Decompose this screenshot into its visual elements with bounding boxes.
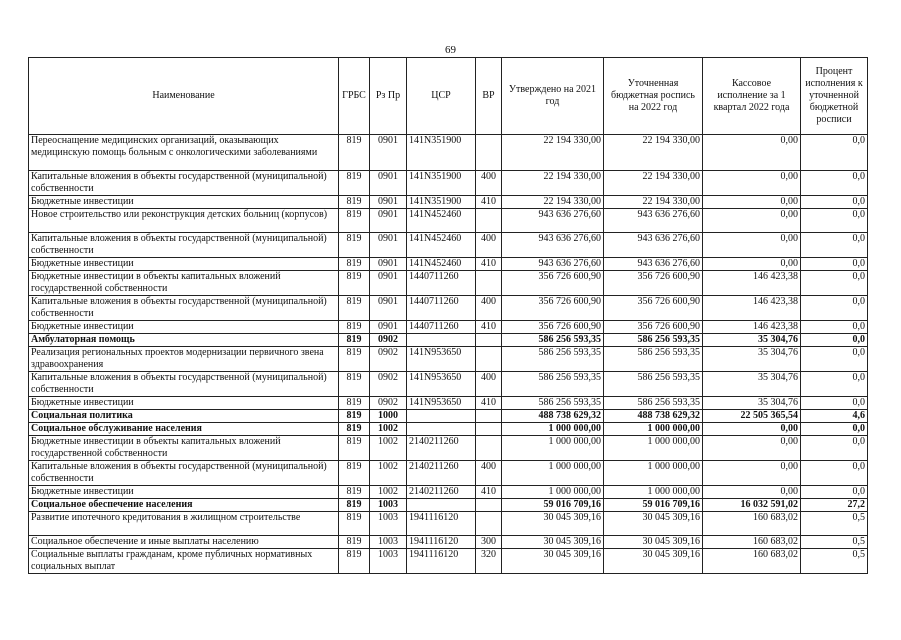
table-row (29, 171, 868, 196)
cell-percent: 0,0 (801, 397, 868, 410)
cell-csr: 2140211260 (407, 436, 476, 461)
cell-rzpr: 0901 (370, 171, 407, 196)
cell-vr: 300 (476, 536, 502, 549)
cell-percent: 0,0 (801, 135, 868, 171)
cell-csr: 1440711260 (407, 296, 476, 321)
cell-percent: 4,6 (801, 410, 868, 423)
cell-csr: 141N953650 (407, 397, 476, 410)
header-grbs: ГРБС (339, 58, 370, 135)
header-percent: Процент исполнения к уточненной бюджетной росписи (801, 58, 868, 135)
cell-percent: 27,2 (801, 499, 868, 512)
cell-refined-2022: 1 000 000,00 (604, 436, 703, 461)
cell-cash-q1: 160 683,02 (703, 536, 801, 549)
table-row (29, 397, 868, 410)
table-row (29, 296, 868, 321)
cell-rzpr: 1003 (370, 536, 407, 549)
cell-csr: 1941116120 (407, 549, 476, 574)
cell-vr (476, 436, 502, 461)
cell-refined-2022: 943 636 276,60 (604, 209, 703, 233)
table-header-row (29, 58, 868, 135)
header-name: Наименование (29, 58, 339, 135)
cell-refined-2022: 30 045 309,16 (604, 536, 703, 549)
cell-cash-q1: 146 423,38 (703, 271, 801, 296)
cell-rzpr: 1003 (370, 512, 407, 536)
cell-grbs: 819 (339, 209, 370, 233)
cell-rzpr: 1000 (370, 410, 407, 423)
cell-rzpr: 0901 (370, 233, 407, 258)
cell-cash-q1: 146 423,38 (703, 296, 801, 321)
table-row (29, 334, 868, 347)
cell-refined-2022: 943 636 276,60 (604, 233, 703, 258)
cell-rzpr: 1002 (370, 423, 407, 436)
cell-rzpr: 0902 (370, 372, 407, 397)
cell-rzpr: 0901 (370, 135, 407, 171)
cell-cash-q1: 22 505 365,54 (703, 410, 801, 423)
table-row (29, 423, 868, 436)
cell-refined-2022: 586 256 593,35 (604, 347, 703, 372)
cell-cash-q1: 0,00 (703, 461, 801, 486)
cell-percent: 0,5 (801, 512, 868, 536)
cell-vr: 320 (476, 549, 502, 574)
cell-percent: 0,0 (801, 209, 868, 233)
cell-name: Бюджетные инвестиции (29, 321, 339, 334)
cell-vr (476, 209, 502, 233)
cell-approved-2021: 30 045 309,16 (502, 512, 604, 536)
cell-grbs: 819 (339, 296, 370, 321)
cell-name: Бюджетные инвестиции (29, 486, 339, 499)
cell-vr: 400 (476, 296, 502, 321)
cell-name: Бюджетные инвестиции в объекты капитальных вложений государственной собственности (29, 271, 339, 296)
cell-cash-q1: 0,00 (703, 486, 801, 499)
cell-percent: 0,0 (801, 372, 868, 397)
cell-rzpr: 0902 (370, 397, 407, 410)
cell-cash-q1: 0,00 (703, 171, 801, 196)
cell-csr: 141N953650 (407, 347, 476, 372)
table-row (29, 135, 868, 171)
cell-percent: 0,0 (801, 233, 868, 258)
cell-approved-2021: 1 000 000,00 (502, 486, 604, 499)
cell-vr (476, 135, 502, 171)
cell-refined-2022: 22 194 330,00 (604, 171, 703, 196)
cell-refined-2022: 22 194 330,00 (604, 135, 703, 171)
cell-approved-2021: 1 000 000,00 (502, 423, 604, 436)
cell-csr (407, 334, 476, 347)
cell-cash-q1: 35 304,76 (703, 334, 801, 347)
cell-vr: 400 (476, 461, 502, 486)
cell-grbs: 819 (339, 512, 370, 536)
cell-refined-2022: 1 000 000,00 (604, 486, 703, 499)
table-row (29, 549, 868, 574)
table-row (29, 233, 868, 258)
cell-rzpr: 0902 (370, 334, 407, 347)
cell-cash-q1: 0,00 (703, 423, 801, 436)
cell-approved-2021: 943 636 276,60 (502, 233, 604, 258)
cell-grbs: 819 (339, 347, 370, 372)
cell-name: Реализация региональных проектов модернизации первичного звена здравоохранения (29, 347, 339, 372)
cell-refined-2022: 356 726 600,90 (604, 271, 703, 296)
cell-csr: 141N452460 (407, 209, 476, 233)
cell-vr: 410 (476, 196, 502, 209)
cell-grbs: 819 (339, 423, 370, 436)
budget-table (28, 57, 868, 574)
cell-grbs: 819 (339, 171, 370, 196)
cell-percent: 0,0 (801, 423, 868, 436)
cell-refined-2022: 30 045 309,16 (604, 549, 703, 574)
cell-cash-q1: 0,00 (703, 233, 801, 258)
cell-grbs: 819 (339, 499, 370, 512)
cell-name: Амбулаторная помощь (29, 334, 339, 347)
cell-cash-q1: 35 304,76 (703, 397, 801, 410)
cell-name: Капитальные вложения в объекты государственной (муниципальной) собственности (29, 372, 339, 397)
cell-grbs: 819 (339, 486, 370, 499)
cell-vr: 400 (476, 372, 502, 397)
cell-cash-q1: 0,00 (703, 436, 801, 461)
cell-percent: 0,0 (801, 258, 868, 271)
cell-csr: 141N351900 (407, 196, 476, 209)
cell-approved-2021: 22 194 330,00 (502, 171, 604, 196)
table-row (29, 321, 868, 334)
cell-name: Социальные выплаты гражданам, кроме публичных нормативных социальных выплат (29, 549, 339, 574)
cell-cash-q1: 160 683,02 (703, 549, 801, 574)
cell-csr: 141N351900 (407, 135, 476, 171)
cell-approved-2021: 22 194 330,00 (502, 135, 604, 171)
table-row (29, 461, 868, 486)
cell-refined-2022: 488 738 629,32 (604, 410, 703, 423)
cell-name: Бюджетные инвестиции (29, 397, 339, 410)
cell-percent: 0,0 (801, 347, 868, 372)
cell-percent: 0,5 (801, 536, 868, 549)
cell-name: Социальное обслуживание населения (29, 423, 339, 436)
cell-refined-2022: 356 726 600,90 (604, 296, 703, 321)
cell-approved-2021: 356 726 600,90 (502, 321, 604, 334)
cell-rzpr: 0901 (370, 321, 407, 334)
cell-name: Социальное обеспечение и иные выплаты населению (29, 536, 339, 549)
page-number: 69 (445, 44, 456, 56)
cell-refined-2022: 59 016 709,16 (604, 499, 703, 512)
cell-grbs: 819 (339, 410, 370, 423)
cell-refined-2022: 586 256 593,35 (604, 334, 703, 347)
cell-name: Социальное обеспечение населения (29, 499, 339, 512)
cell-name: Капитальные вложения в объекты государственной (муниципальной) собственности (29, 296, 339, 321)
table-row (29, 410, 868, 423)
cell-approved-2021: 356 726 600,90 (502, 271, 604, 296)
cell-name: Социальная политика (29, 410, 339, 423)
cell-approved-2021: 1 000 000,00 (502, 461, 604, 486)
cell-cash-q1: 146 423,38 (703, 321, 801, 334)
cell-grbs: 819 (339, 334, 370, 347)
cell-rzpr: 1003 (370, 499, 407, 512)
cell-approved-2021: 943 636 276,60 (502, 258, 604, 271)
cell-grbs: 819 (339, 372, 370, 397)
cell-vr: 400 (476, 171, 502, 196)
table-row (29, 347, 868, 372)
cell-cash-q1: 35 304,76 (703, 372, 801, 397)
table-row (29, 512, 868, 536)
cell-grbs: 819 (339, 196, 370, 209)
cell-grbs: 819 (339, 321, 370, 334)
cell-name: Новое строительство или реконструкция детских больниц (корпусов) (29, 209, 339, 233)
cell-rzpr: 0901 (370, 258, 407, 271)
cell-csr: 1941116120 (407, 512, 476, 536)
cell-rzpr: 1002 (370, 436, 407, 461)
cell-rzpr: 0901 (370, 196, 407, 209)
cell-grbs: 819 (339, 258, 370, 271)
header-rzpr: Рз Пр (370, 58, 407, 135)
cell-percent: 0,0 (801, 171, 868, 196)
cell-cash-q1: 16 032 591,02 (703, 499, 801, 512)
cell-name: Капитальные вложения в объекты государственной (муниципальной) собственности (29, 233, 339, 258)
cell-approved-2021: 30 045 309,16 (502, 536, 604, 549)
cell-vr (476, 271, 502, 296)
cell-approved-2021: 1 000 000,00 (502, 436, 604, 461)
cell-vr (476, 499, 502, 512)
cell-grbs: 819 (339, 436, 370, 461)
cell-percent: 0,0 (801, 196, 868, 209)
header-csr: ЦСР (407, 58, 476, 135)
cell-name: Бюджетные инвестиции в объекты капитальных вложений государственной собственности (29, 436, 339, 461)
cell-vr (476, 423, 502, 436)
cell-grbs: 819 (339, 397, 370, 410)
header-refined-2022: Уточненная бюджетная роспись на 2022 год (604, 58, 703, 135)
cell-percent: 0,0 (801, 271, 868, 296)
cell-csr: 141N452460 (407, 233, 476, 258)
cell-vr: 410 (476, 321, 502, 334)
cell-name: Переоснащение медицинских организаций, оказывающих медицинскую помощь больным с онкологическими заболеваниями (29, 135, 339, 171)
table-row (29, 436, 868, 461)
cell-refined-2022: 1 000 000,00 (604, 461, 703, 486)
cell-approved-2021: 586 256 593,35 (502, 334, 604, 347)
cell-cash-q1: 35 304,76 (703, 347, 801, 372)
table-row (29, 372, 868, 397)
cell-percent: 0,0 (801, 321, 868, 334)
cell-name: Развитие ипотечного кредитования в жилищном строительстве (29, 512, 339, 536)
cell-csr: 141N953650 (407, 372, 476, 397)
cell-name: Бюджетные инвестиции (29, 258, 339, 271)
cell-grbs: 819 (339, 536, 370, 549)
cell-name: Бюджетные инвестиции (29, 196, 339, 209)
cell-refined-2022: 22 194 330,00 (604, 196, 703, 209)
cell-vr (476, 410, 502, 423)
cell-cash-q1: 160 683,02 (703, 512, 801, 536)
cell-vr: 410 (476, 486, 502, 499)
cell-csr: 1941116120 (407, 536, 476, 549)
cell-percent: 0,0 (801, 436, 868, 461)
cell-grbs: 819 (339, 233, 370, 258)
cell-grbs: 819 (339, 271, 370, 296)
cell-rzpr: 0901 (370, 209, 407, 233)
cell-percent: 0,0 (801, 296, 868, 321)
cell-vr: 410 (476, 397, 502, 410)
table-row (29, 536, 868, 549)
cell-name: Капитальные вложения в объекты государственной (муниципальной) собственности (29, 461, 339, 486)
cell-percent: 0,0 (801, 486, 868, 499)
cell-rzpr: 1002 (370, 461, 407, 486)
cell-approved-2021: 30 045 309,16 (502, 549, 604, 574)
cell-cash-q1: 0,00 (703, 135, 801, 171)
table-row (29, 258, 868, 271)
cell-approved-2021: 22 194 330,00 (502, 196, 604, 209)
header-cash-q1: Кассовое исполнение за 1 квартал 2022 года (703, 58, 801, 135)
cell-csr: 2140211260 (407, 461, 476, 486)
cell-vr (476, 347, 502, 372)
cell-percent: 0,5 (801, 549, 868, 574)
cell-name: Капитальные вложения в объекты государственной (муниципальной) собственности (29, 171, 339, 196)
cell-grbs: 819 (339, 135, 370, 171)
cell-approved-2021: 586 256 593,35 (502, 372, 604, 397)
cell-approved-2021: 59 016 709,16 (502, 499, 604, 512)
cell-csr (407, 499, 476, 512)
cell-vr (476, 334, 502, 347)
cell-approved-2021: 586 256 593,35 (502, 397, 604, 410)
cell-csr: 2140211260 (407, 486, 476, 499)
cell-cash-q1: 0,00 (703, 196, 801, 209)
cell-vr: 400 (476, 233, 502, 258)
cell-csr: 1440711260 (407, 321, 476, 334)
cell-csr: 141N452460 (407, 258, 476, 271)
table-row (29, 486, 868, 499)
cell-rzpr: 0901 (370, 271, 407, 296)
cell-approved-2021: 943 636 276,60 (502, 209, 604, 233)
cell-rzpr: 1002 (370, 486, 407, 499)
cell-rzpr: 1003 (370, 549, 407, 574)
table-row (29, 271, 868, 296)
cell-approved-2021: 586 256 593,35 (502, 347, 604, 372)
cell-rzpr: 0902 (370, 347, 407, 372)
cell-rzpr: 0901 (370, 296, 407, 321)
cell-csr: 141N351900 (407, 171, 476, 196)
cell-percent: 0,0 (801, 461, 868, 486)
cell-refined-2022: 943 636 276,60 (604, 258, 703, 271)
header-vr: ВР (476, 58, 502, 135)
cell-refined-2022: 1 000 000,00 (604, 423, 703, 436)
table-row (29, 196, 868, 209)
cell-refined-2022: 586 256 593,35 (604, 372, 703, 397)
table-row (29, 499, 868, 512)
cell-csr (407, 410, 476, 423)
cell-grbs: 819 (339, 549, 370, 574)
cell-approved-2021: 488 738 629,32 (502, 410, 604, 423)
cell-vr (476, 512, 502, 536)
header-approved-2021: Утверждено на 2021 год (502, 58, 604, 135)
cell-cash-q1: 0,00 (703, 209, 801, 233)
cell-grbs: 819 (339, 461, 370, 486)
cell-csr (407, 423, 476, 436)
cell-refined-2022: 586 256 593,35 (604, 397, 703, 410)
cell-refined-2022: 30 045 309,16 (604, 512, 703, 536)
cell-approved-2021: 356 726 600,90 (502, 296, 604, 321)
cell-refined-2022: 356 726 600,90 (604, 321, 703, 334)
cell-cash-q1: 0,00 (703, 258, 801, 271)
cell-percent: 0,0 (801, 334, 868, 347)
table-body (29, 135, 868, 574)
cell-vr: 410 (476, 258, 502, 271)
table-row (29, 209, 868, 233)
cell-csr: 1440711260 (407, 271, 476, 296)
